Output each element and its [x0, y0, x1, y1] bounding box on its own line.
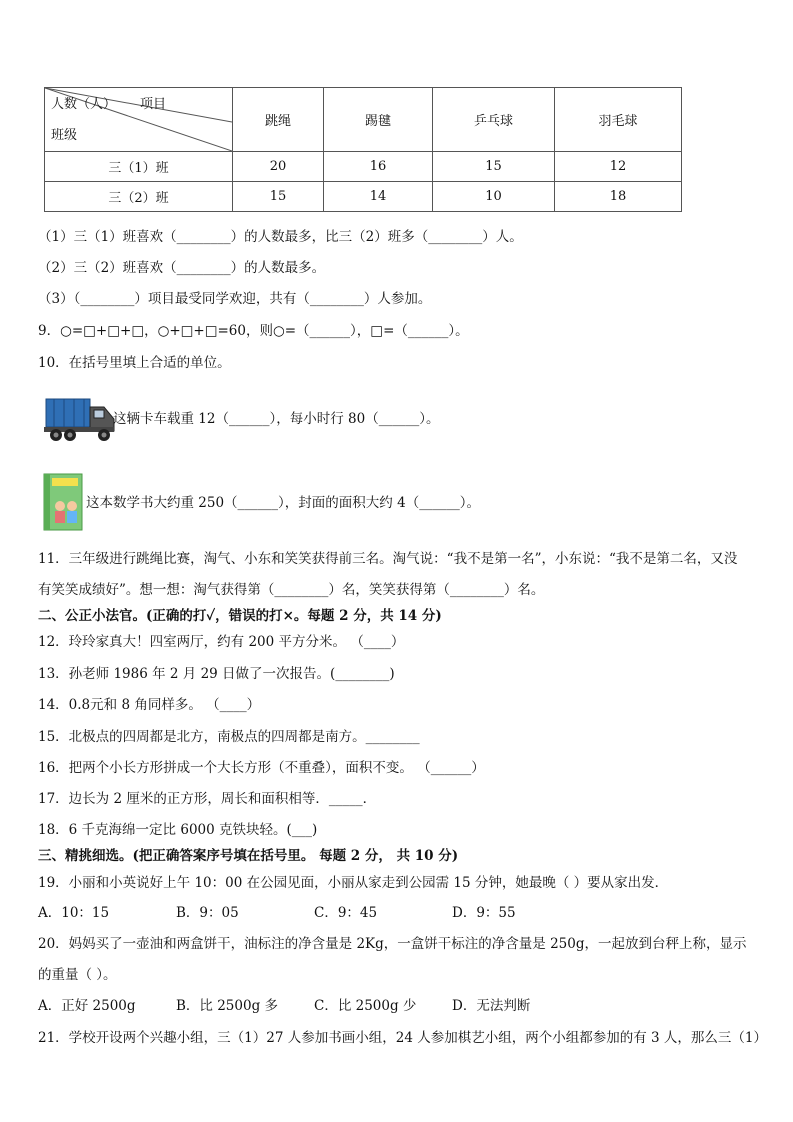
question-15: 15．北极点的四周都是北方，南极点的四周都是南方。________: [38, 729, 420, 745]
table-cell: 20: [233, 152, 324, 182]
q19-option-a: A．10：15: [38, 905, 110, 921]
table-cell: 14: [324, 182, 433, 212]
table-cell: 16: [324, 152, 433, 182]
table-row-label: 三（2）班: [45, 182, 233, 212]
table-header-cell: 跳绳: [233, 88, 324, 152]
table-header-cell: 踢毽: [324, 88, 433, 152]
question-17: 17．边长为 2 厘米的正方形，周长和面积相等．_____．: [38, 791, 377, 807]
math-book-image: [42, 472, 84, 536]
question-10-truck: 这辆卡车载重 12（______），每小时行 80（______）。: [113, 411, 440, 427]
table-header-cell: 乒乓球: [433, 88, 555, 152]
q20-option-c: C．比 2500g 少: [314, 998, 417, 1014]
question-10-book: 这本数学书大约重 250（______），封面的面积大约 4（______）。: [86, 495, 480, 511]
table-header-cell: 羽毛球: [555, 88, 682, 152]
q20-option-a: A．正好 2500g: [38, 998, 136, 1014]
question-9: 9．○=□+□+□，○+□+□=60，则○=（______），□=（______）。: [38, 323, 469, 339]
question-18: 18．6 千克海绵一定比 6000 克铁块轻。(___): [38, 822, 318, 838]
question-8-1: （1）三（1）班喜欢（________）的人数最多，比三（2）班多（________）人。: [38, 229, 523, 245]
section-2-heading: 二、公正小法官。(正确的打✓，错误的打×。每题 2 分，共 14 分): [38, 608, 442, 624]
corner-label-item: 项目: [140, 97, 167, 112]
question-11-line-2: 有笑笑成绩好”。想一想：淘气获得第（________）名，笑笑获得第（________）名。: [38, 582, 545, 598]
question-20-line-1: 20．妈妈买了一壶油和两盒饼干，油标注的净含量是 2Kg，一盒饼干标注的净含量是 250g，一起放到台秤上称，显示: [38, 936, 747, 952]
sports-table: [44, 87, 682, 212]
section-3-heading: 三、精挑细选。(把正确答案序号填在括号里。 每题 2 分， 共 10 分): [38, 848, 459, 864]
table-cell: 18: [555, 182, 682, 212]
table-cell: 12: [555, 152, 682, 182]
truck-image: [44, 395, 116, 447]
corner-label-count: 人数（人）: [51, 97, 117, 112]
question-19: 19．小丽和小英说好上午 10：00 在公园见面，小丽从家走到公园需 15 分钟，她最晚（ ）要从家出发．: [38, 875, 669, 891]
question-13: 13．孙老师 1986 年 2 月 29 日做了一次报告。(________): [38, 666, 395, 682]
corner-label-class: 班级: [51, 128, 78, 143]
table-cell: 10: [433, 182, 555, 212]
q19-option-b: B．9：05: [176, 905, 239, 921]
table-row-label: 三（1）班: [45, 152, 233, 182]
question-21: 21．学校开设两个兴趣小组，三（1）27 人参加书画小组，24 人参加棋艺小组，两个小组都参加的有 3 人，那么三（1）: [38, 1030, 767, 1046]
question-14: 14．0.8元和 8 角同样多。 （____）: [38, 697, 261, 713]
question-8-3: （3）（________）项目最受同学欢迎，共有（________）人参加。: [38, 291, 432, 307]
question-12: 12．玲玲家真大！四室两厅，约有 200 平方分米。 （____）: [38, 634, 405, 650]
question-20-line-2: 的重量（ ）。: [38, 967, 117, 983]
table-cell: 15: [233, 182, 324, 212]
question-16: 16．把两个小长方形拼成一个大长方形（不重叠），面积不变。 （______）: [38, 760, 485, 776]
table-cell: 15: [433, 152, 555, 182]
q20-option-d: D．无法判断: [452, 998, 531, 1014]
q20-option-b: B．比 2500g 多: [176, 998, 279, 1014]
q19-option-c: C．9：45: [314, 905, 378, 921]
question-11-line-1: 11．三年级进行跳绳比赛，淘气、小东和笑笑获得前三名。淘气说：“我不是第一名”，小东说：“我不是第二名，又没: [38, 551, 738, 567]
q19-option-d: D．9：55: [452, 905, 516, 921]
table-row: [45, 182, 682, 212]
table-corner-cell: [45, 88, 233, 152]
table-row: [45, 152, 682, 182]
question-10: 10．在括号里填上合适的单位。: [38, 355, 231, 371]
question-8-2: （2）三（2）班喜欢（________）的人数最多。: [38, 260, 326, 276]
